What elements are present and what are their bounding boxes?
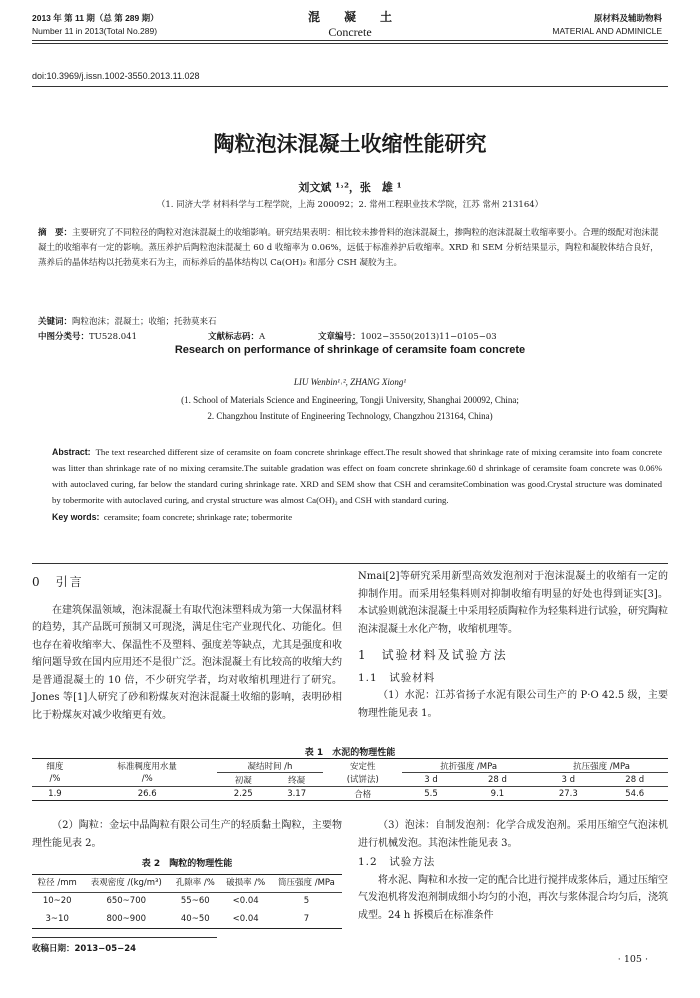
keywords: 陶粒泡沫；混凝土；收缩；托勃莫来石 (72, 317, 217, 327)
clc: TU528.041 (89, 332, 137, 342)
issue-en: Number 11 in 2013(Total No.289) (32, 26, 158, 36)
journal-name-cn: 混 凝 土 (307, 10, 392, 24)
cn-meta (38, 315, 662, 345)
issue-cn: 2013 年 第 11 期（总 第 289 期） (32, 13, 159, 23)
table-2-header-row (32, 874, 342, 893)
t2-r0-0: 10~20 (42, 896, 72, 906)
en-affil-2: 2. Changzhou Institute of Engineering Technology, Changzhou 213164, China) (207, 411, 493, 421)
method-paragraph: 将水泥、陶粒和水按一定的配合比进行搅拌成浆体后，通过压缩空气发泡机将发泡剂制成细小均匀的小泡，再次与浆体混合均匀后，浇筑成型。24 h 拆模后在标准条件 (358, 874, 668, 921)
articleno: 1002−3550(2013)11−0105−03 (360, 332, 497, 342)
doi: doi:10.3969/j.issn.1002-3550.2013.11.028 (32, 71, 200, 81)
t1-c-2: 2.25 (233, 788, 253, 799)
table-2-grid (32, 874, 342, 930)
en-affil-1: (1. School of Materials Science and Engineering, Tongji University, Shanghai 200092, China; (181, 395, 519, 405)
table-1-header-row (32, 759, 668, 773)
table-2-row (32, 911, 342, 929)
en-affiliation (0, 392, 700, 424)
right-column-lower (358, 817, 668, 924)
t1-sh-4: (试饼法) (346, 775, 379, 786)
articleno-label: 文章编号： (318, 332, 361, 342)
journal-name-en: Concrete (328, 25, 372, 39)
t2-h-0: 粒径 /mm (37, 877, 77, 888)
t2-r1-3: <0.04 (232, 913, 259, 924)
t1-sh-2: 初凝 (234, 775, 252, 786)
section-1-heading: 1 试验材料及试验方法 (358, 648, 508, 662)
cn-abstract-text: 主要研究了不同粒径的陶粒对泡沫混凝土的收缩影响。研究结果表明：相比较未掺骨料的泡沫混凝土，掺陶粒的泡沫混凝土收缩率要小。合理的级配对泡沫混凝土的收缩率有一定的影响。蒸压养护后陶粒泡沫混凝土 60 d 收缩率为 0.06%，远低于标准养护后收缩率。XRD 和 SEM 分析结果显示，陶粒和凝胶体结合良好，蒸养后的晶体结构以托勃莫来石为主，而标养后的晶体结构以 Ca(OH)₂ 和部分 CSH 凝胶为主。 (38, 228, 659, 268)
intro-paragraph-2: Nmai[2]等研究采用新型高效发泡剂对于泡沫混凝土的收缩有一定的抑制作用。而采用轻集料则对抑制收缩有明显的好处也得到证实[3]。本试验则就泡沫混凝土中采用轻质陶粒作为轻集料进行试验，研究陶粒泡沫混凝土水化产物，收缩机理等。 (358, 571, 668, 635)
t2-r0-1: 650~700 (106, 896, 147, 906)
en-abstract-text: The text researched different size of ceramsite on foam concrete shrinkage effect.The result showed that shrinkage rate of mixing ceramsite into foam concrete was litter than shrinkage rate of no mixing ceramsite.The suitable gradation was effect on foam concrete shrinkage.60 d shrinkage of ceramsite foam concrete was 0.06% with autoclaved curing, far below the standard curing shrinkage rate. XRD and SEM show that CSH and ceramsiteCombination was good.Crystal structure was dominated by tobermorite with autoclaved curing, and crystal structure was almost Ca(OH)₂ and CSH with standard curing. (52, 447, 662, 505)
section-0-heading: 0 引言 (32, 575, 84, 589)
left-column-lower (32, 817, 342, 929)
t1-sh-0: /% (49, 774, 61, 785)
t2-h-4: 筒压强度 /MPa (278, 877, 335, 888)
table-2-row (32, 893, 342, 911)
keywords-line (38, 315, 662, 330)
en-keywords-label: Key words: (52, 512, 100, 522)
paper-title: 陶粒泡沫混凝土收缩性能研究 (213, 132, 487, 156)
authors: 刘文斌 ¹˒²，张 雄 ¹ (298, 181, 402, 194)
column-name-cn: 原材料及辅助物料 (593, 13, 662, 23)
intro-paragraph-1: 在建筑保温领域，泡沫混凝土有取代泡沫塑料成为第一大保温材料的趋势，其产品既可预制又可现浇，满足住宅产业现代化、功能化。但也存在着收缩率大、保温性不及塑料、强度差等缺点，尤其是强度和收缩问题导致在国内应用还不是很广泛。泡沫混凝土有比较高的收缩大约是普通混凝土的 10 倍，不少研究学者，均对收缩机理进行了研究。Jones 等[1]人研究了砂和粉煤灰对泡沫混凝土收缩的影响，表明砂相比于粉煤灰对减少收缩更有效。 (32, 604, 342, 721)
t1-c-5: 5.5 (424, 788, 438, 799)
t2-h-2: 孔隙率 /% (175, 877, 215, 888)
en-keywords-line (52, 509, 662, 525)
table-2-caption: 表 2 陶粒的物理性能 (141, 859, 233, 869)
en-authors: LIU Wenbin¹˒², ZHANG Xiong¹ (293, 377, 407, 387)
t2-r1-0: 3~10 (45, 913, 69, 924)
t2-r1-2: 40~50 (180, 913, 210, 924)
t2-r1-1: 800~900 (106, 913, 147, 924)
t1-c-6: 9.1 (490, 788, 505, 799)
t2-r0-4: 5 (303, 896, 310, 906)
keywords-label: 关键词： (38, 317, 73, 327)
t1-c-1: 26.6 (137, 788, 157, 799)
page-number: · 105 · (617, 954, 648, 965)
table-1-subheader-row (32, 773, 668, 787)
t2-h-3: 破损率 /% (226, 877, 266, 888)
t1-sh-1: /% (141, 774, 153, 785)
t1-c-4: 合格 (354, 789, 372, 800)
t1-h-water: 标准稠度用水量 (117, 761, 177, 772)
materials-cement: （1）水泥：江苏省扬子水泥有限公司生产的 P·O 42.5 级，主要物理性能见表 1。 (358, 690, 668, 719)
en-abstract-label: Abstract: (52, 447, 91, 457)
cn-abstract (38, 226, 662, 271)
received-date: 收稿日期：2013−05−24 (32, 944, 137, 954)
materials-ceramsite: （2）陶粒：金坛中晶陶粒有限公司生产的轻质黏土陶粒，主要物理性能见表 2。 (32, 820, 342, 849)
t1-h-soundness: 安定性 (350, 761, 376, 772)
header-rule (32, 40, 668, 41)
t1-c-7: 27.3 (558, 788, 578, 799)
t1-h-compressive: 抗压强度 /MPa (535, 759, 668, 773)
t1-c-0: 1.9 (48, 788, 62, 799)
header-rule-thin (32, 43, 668, 44)
t1-c-8: 54.6 (625, 788, 645, 799)
table-1-grid (32, 758, 668, 801)
classification-line (38, 330, 662, 345)
footnote-rule (32, 937, 217, 938)
en-keywords: ceramsite; foam concrete; shrinkage rate; tobermorite (103, 512, 293, 522)
cn-abstract-label: 摘 要： (38, 228, 73, 238)
t1-sh-7: 3 d (561, 774, 576, 785)
t2-h-1: 表观密度 /(kg/m³) (90, 877, 162, 888)
doi-rule (32, 86, 668, 87)
table-1-caption: 表 1 水泥的物理性能 (304, 748, 396, 758)
t1-sh-6: 28 d (487, 774, 507, 785)
doccode-label: 文献标志码： (208, 332, 260, 342)
left-column (32, 574, 342, 724)
en-title: Research on performance of shrinkage of ceramsite foam concrete (174, 344, 526, 356)
t1-h-fineness: 细度 (46, 761, 64, 772)
t1-h-flexural: 抗折强度 /MPa (402, 759, 535, 773)
right-column (358, 568, 668, 722)
materials-foam: （3）泡沫：自制发泡剂：化学合成发泡剂。采用压缩空气泡沫机进行机械发泡。其泡沫性能见表 3。 (358, 820, 668, 849)
t1-sh-5: 3 d (424, 774, 438, 785)
doccode: A (259, 332, 266, 342)
t1-c-3: 3.17 (287, 788, 307, 799)
column-name-en: MATERIAL AND ADMINICLE (552, 26, 662, 36)
t2-r0-2: 55~60 (180, 896, 210, 906)
section-1-1-heading: 1.1 试验材料 (358, 671, 436, 684)
table-1 (32, 745, 668, 801)
en-abstract (52, 444, 662, 525)
table-1-data-row (32, 787, 668, 801)
column-name (552, 12, 662, 38)
t1-sh-8: 28 d (625, 774, 645, 785)
section-1-2-heading: 1.2 试验方法 (358, 856, 436, 868)
affiliation: （1. 同济大学 材料科学与工程学院，上海 200092；2. 常州工程职业技术学院，江苏 常州 213164） (156, 200, 544, 210)
t2-r1-4: 7 (303, 913, 310, 924)
t2-r0-3: <0.04 (232, 896, 259, 906)
abstract-rule (32, 563, 668, 564)
t1-h-setting: 凝结时间 /h (217, 759, 324, 773)
t1-sh-3: 终凝 (288, 775, 306, 786)
clc-label: 中图分类号： (38, 332, 90, 342)
